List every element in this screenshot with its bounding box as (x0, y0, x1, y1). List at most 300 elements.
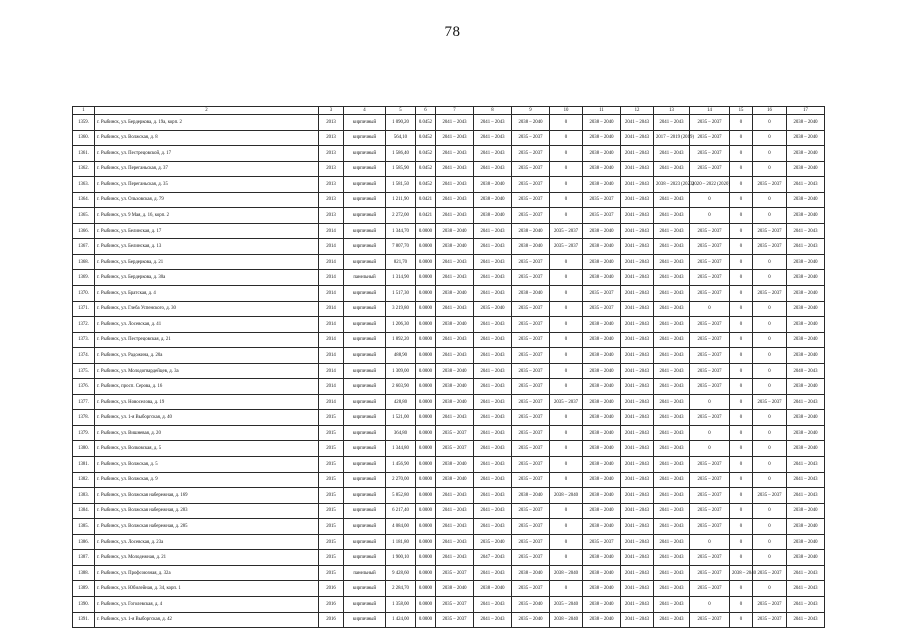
table-cell: 6 217,40 (386, 503, 416, 519)
table-cell: 0 (550, 332, 583, 348)
table-cell: 0 (730, 488, 753, 504)
table-cell: кирпичный (344, 379, 386, 395)
table-cell: 2035 – 2037 (690, 332, 730, 348)
table-cell: 0.0000 (416, 534, 436, 550)
table-cell: 2038 – 2040 (474, 208, 512, 224)
table-cell: 2041 – 2043 (436, 270, 474, 286)
table-cell: 0 (550, 254, 583, 270)
table-cell: 0 (550, 301, 583, 317)
table-cell: 2013 (319, 115, 344, 131)
address-cell: г. Рыбинск, ул. Волжская, д. 5 (95, 457, 319, 473)
table-cell: кирпичный (344, 612, 386, 628)
table-cell: 2041 – 2043 (621, 488, 654, 504)
table-cell: 2035 – 2037 (583, 208, 621, 224)
table-cell: 1359. (73, 115, 95, 131)
table-cell: 2038 – 2040 (787, 146, 825, 162)
table-cell: 2041 – 2043 (436, 177, 474, 193)
table-row (73, 223, 825, 239)
table-cell: 1362. (73, 161, 95, 177)
table-cell: 0 (730, 379, 753, 395)
table-cell: 2035 – 2037 (550, 239, 583, 255)
table-cell: 0 (730, 223, 753, 239)
table-cell: кирпичный (344, 488, 386, 504)
table-cell: 2014 (319, 332, 344, 348)
table-cell: 2015 (319, 441, 344, 457)
table-cell: 2041 – 2043 (787, 565, 825, 581)
table-cell: 2038 – 2040 (436, 317, 474, 333)
table-cell: 0 (550, 130, 583, 146)
table-cell: 0.0421 (416, 192, 436, 208)
table-cell: кирпичный (344, 394, 386, 410)
table-cell: 0 (550, 519, 583, 535)
table-cell: 2014 (319, 363, 344, 379)
table-cell: кирпичный (344, 596, 386, 612)
column-number-cell: 1 (73, 107, 95, 115)
table-cell: 2041 – 2043 (654, 270, 690, 286)
table-cell: 2038 – 2040 (583, 596, 621, 612)
table-cell: кирпичный (344, 254, 386, 270)
table-cell: 0.0000 (416, 223, 436, 239)
table-cell: 0 (730, 394, 753, 410)
table-cell: 2038 – 2023 (2023) (654, 177, 690, 193)
table-cell: 2041 – 2043 (474, 612, 512, 628)
table-cell: 4 084,00 (386, 519, 416, 535)
table-cell: 2035 – 2037 (753, 286, 787, 302)
address-cell: г. Рыбинск, ул. Волжская, д. 9 (95, 472, 319, 488)
table-cell: 0 (753, 301, 787, 317)
table-cell: кирпичный (344, 130, 386, 146)
table-cell: 2015 (319, 534, 344, 550)
table-cell: 2035 – 2037 (583, 301, 621, 317)
table-cell: 0 (753, 550, 787, 566)
column-number-cell: 17 (787, 107, 825, 115)
table-cell: 0.0000 (416, 612, 436, 628)
table-cell: 2041 – 2043 (474, 425, 512, 441)
table-cell: 2041 – 2043 (436, 348, 474, 364)
table-cell: 0.0000 (416, 239, 436, 255)
table-cell: 2041 – 2043 (621, 301, 654, 317)
table-cell: 2041 – 2043 (654, 192, 690, 208)
table-cell: 2035 – 2037 (512, 394, 550, 410)
table-cell: 2038 – 2040 (583, 332, 621, 348)
table-cell: 2041 – 2043 (654, 472, 690, 488)
table-cell: 0 (550, 472, 583, 488)
table-cell: 2041 – 2043 (436, 550, 474, 566)
table-cell: 2035 – 2037 (690, 223, 730, 239)
table-cell: 2 272,00 (386, 208, 416, 224)
table-cell: 0 (753, 410, 787, 426)
column-number-cell: 10 (550, 107, 583, 115)
table-cell: 2041 – 2043 (474, 363, 512, 379)
table-cell: 821,70 (386, 254, 416, 270)
table-cell: 2038 – 2040 (583, 223, 621, 239)
table-cell: 0 (550, 177, 583, 193)
table-cell: 1361. (73, 146, 95, 162)
table-cell: панельный (344, 565, 386, 581)
table-cell: 2016 (319, 581, 344, 597)
table-cell: 2041 – 2043 (654, 254, 690, 270)
table-cell: 1376. (73, 379, 95, 395)
table-cell: 1377. (73, 394, 95, 410)
table-cell: 2035 – 2037 (436, 565, 474, 581)
table-cell: 2035 – 2040 (474, 534, 512, 550)
table-cell: 2 603,90 (386, 379, 416, 395)
table-cell: 0.0000 (416, 550, 436, 566)
table-cell: 2038 – 2040 (583, 161, 621, 177)
table-cell: 0 (690, 534, 730, 550)
table-cell: 2014 (319, 379, 344, 395)
table-cell: 0 (730, 534, 753, 550)
table-cell: 2035 – 2037 (753, 394, 787, 410)
table-cell: 3 219,80 (386, 301, 416, 317)
address-cell: г. Рыбинск, ул. Белинская, д. 17 (95, 223, 319, 239)
table-cell: 2035 – 2037 (690, 115, 730, 131)
table-cell: 0 (730, 192, 753, 208)
table-cell: 2041 – 2043 (474, 239, 512, 255)
table-cell: 2035 – 2037 (753, 488, 787, 504)
address-cell: г. Рыбинск, ул. Молодежная, д. 21 (95, 550, 319, 566)
table-cell: 2015 (319, 503, 344, 519)
table-cell: 2038 – 2040 (787, 348, 825, 364)
table-cell: 1 211,90 (386, 192, 416, 208)
address-cell: г. Рыбинск, ул. Пестрецовская, д. 21 (95, 332, 319, 348)
table-cell: 2038 – 2040 (787, 410, 825, 426)
table-cell: 2041 – 2043 (654, 301, 690, 317)
table-cell: 0 (550, 534, 583, 550)
table-cell: 2041 – 2043 (474, 332, 512, 348)
table-cell: 2041 – 2043 (654, 488, 690, 504)
table-cell: 2038 – 2040 (512, 223, 550, 239)
table-cell: 1 521,00 (386, 410, 416, 426)
table-cell: 1378. (73, 410, 95, 426)
table-cell: 2041 – 2043 (654, 457, 690, 473)
address-cell: г. Рыбинск, ул. Белинская, д. 13 (95, 239, 319, 255)
table-cell: кирпичный (344, 317, 386, 333)
table-cell: 1 456,90 (386, 457, 416, 473)
table-cell: 2041 – 2043 (436, 410, 474, 426)
table-cell: 2014 (319, 254, 344, 270)
table-cell: 488,90 (386, 348, 416, 364)
table-cell: 2038 – 2040 (583, 177, 621, 193)
table-cell: 2041 – 2043 (787, 488, 825, 504)
table-cell: 0 (550, 348, 583, 364)
table-cell: 2035 – 2037 (512, 332, 550, 348)
table-cell: 2038 – 2040 (436, 457, 474, 473)
table-cell: 1382. (73, 472, 95, 488)
address-cell: г. Рыбинск, ул. Волжская набережная, д. 283 (95, 503, 319, 519)
address-cell: г. Рыбинск, ул. 9 Мая, д. 16, корп. 2 (95, 208, 319, 224)
table-cell: 2041 – 2043 (436, 534, 474, 550)
table-cell: 428,80 (386, 394, 416, 410)
table-cell: 2041 – 2043 (474, 286, 512, 302)
table-cell: 2035 – 2037 (512, 581, 550, 597)
table-cell: 2038 – 2040 (787, 425, 825, 441)
table-cell: 0 (753, 441, 787, 457)
table-cell: 2038 – 2040 (512, 488, 550, 504)
table-cell: 1384. (73, 503, 95, 519)
table-cell: 2035 – 2037 (690, 146, 730, 162)
table-cell: 0 (730, 286, 753, 302)
table-row (73, 317, 825, 333)
table-cell: 0 (753, 208, 787, 224)
table-cell: 0.0000 (416, 301, 436, 317)
table-cell: 0.0452 (416, 161, 436, 177)
table-cell: 2035 – 2037 (690, 565, 730, 581)
table-cell: 2038 – 2040 (583, 472, 621, 488)
table-row (73, 239, 825, 255)
table-cell: 2035 – 2037 (690, 130, 730, 146)
table-cell: 2035 – 2037 (690, 472, 730, 488)
table-cell: 0 (690, 394, 730, 410)
table-cell: 2038 – 2040 (583, 239, 621, 255)
column-number-cell: 13 (654, 107, 690, 115)
table-cell: 1380. (73, 441, 95, 457)
table-cell: 1 314,90 (386, 270, 416, 286)
table-cell: 1373. (73, 332, 95, 348)
table-cell: 1 358,00 (386, 596, 416, 612)
table-cell: 0 (550, 286, 583, 302)
table-cell: 2035 – 2040 (512, 596, 550, 612)
table-cell: 2035 – 2037 (512, 177, 550, 193)
table-cell: 2041 – 2043 (654, 581, 690, 597)
table-cell: 2041 – 2043 (474, 223, 512, 239)
column-number-cell: 7 (436, 107, 474, 115)
table-cell: 0.0000 (416, 317, 436, 333)
table-cell: 0.0000 (416, 519, 436, 535)
table-cell: кирпичный (344, 301, 386, 317)
table-row (73, 457, 825, 473)
table-cell: 2041 – 2043 (474, 254, 512, 270)
table-cell: 5 852,80 (386, 488, 416, 504)
table-row (73, 270, 825, 286)
table-cell: 2041 – 2043 (474, 488, 512, 504)
table-cell: 2038 – 2040 (787, 534, 825, 550)
table-cell: 1379. (73, 425, 95, 441)
address-cell: г. Рыбинск, ул. Волжская, д. 8 (95, 130, 319, 146)
table-cell: 1 090,20 (386, 115, 416, 131)
table-cell: панельный (344, 270, 386, 286)
table-cell: 2016 (319, 612, 344, 628)
table-cell: 2041 – 2043 (654, 425, 690, 441)
table-cell: 2041 – 2043 (654, 332, 690, 348)
table-cell: 2035 – 2040 (512, 612, 550, 628)
table-cell: 2041 – 2043 (474, 503, 512, 519)
table-cell: 0 (753, 363, 787, 379)
table-cell: 2041 – 2043 (654, 379, 690, 395)
table-cell: 564,10 (386, 130, 416, 146)
table-cell: 2038 – 2040 (583, 425, 621, 441)
table-cell: 7 807,70 (386, 239, 416, 255)
table-cell: 2041 – 2043 (621, 534, 654, 550)
table-cell: 1375. (73, 363, 95, 379)
table-cell: 2035 – 2037 (753, 612, 787, 628)
table-cell: 1391. (73, 612, 95, 628)
table-row (73, 596, 825, 612)
address-cell: г. Рыбинск, ул. Лосевская, д. 41 (95, 317, 319, 333)
table-cell: 2041 – 2043 (474, 519, 512, 535)
table-cell: 0.0000 (416, 457, 436, 473)
table-cell: 1363. (73, 177, 95, 193)
table-cell: 2035 – 2037 (690, 379, 730, 395)
table-row (73, 379, 825, 395)
table-cell: 2041 – 2043 (621, 425, 654, 441)
table-cell: 0 (753, 519, 787, 535)
table-cell: 2038 – 2040 (787, 503, 825, 519)
table-cell: 0 (730, 208, 753, 224)
table-cell: 1 309,00 (386, 363, 416, 379)
table-cell: 1388. (73, 565, 95, 581)
table-cell: 0 (730, 301, 753, 317)
table-cell: 2041 – 2043 (787, 177, 825, 193)
table-row (73, 519, 825, 535)
table-cell: 2038 – 2040 (583, 363, 621, 379)
table-row (73, 130, 825, 146)
table-cell: 0 (753, 581, 787, 597)
table-cell: 2035 – 2037 (550, 394, 583, 410)
table-cell: 2041 – 2043 (621, 239, 654, 255)
table-cell: 0 (730, 177, 753, 193)
address-cell: г. Рыбинск, ул. Бердеркова, д. 19а, корп. 2 (95, 115, 319, 131)
table-cell: 2041 – 2043 (436, 161, 474, 177)
table-cell: 2041 – 2043 (621, 596, 654, 612)
table-cell: 1383. (73, 488, 95, 504)
table-cell: 2041 – 2043 (654, 441, 690, 457)
table-cell: 2041 – 2043 (654, 565, 690, 581)
table-cell: 2041 – 2043 (621, 254, 654, 270)
table-cell: 2035 – 2037 (512, 534, 550, 550)
table-cell: 0.0000 (416, 270, 436, 286)
table-cell: 0 (730, 519, 753, 535)
table-cell: 2041 – 2043 (654, 115, 690, 131)
table-cell: 2035 – 2037 (512, 379, 550, 395)
address-cell: г. Рыбинск, ул. Переганьская, д. 37 (95, 161, 319, 177)
table-cell: 0 (753, 254, 787, 270)
table-cell: 2041 – 2043 (474, 130, 512, 146)
table-cell: 0 (690, 425, 730, 441)
table-cell: 2015 (319, 457, 344, 473)
table-cell: кирпичный (344, 410, 386, 426)
table-row (73, 503, 825, 519)
table-cell: 0.0000 (416, 596, 436, 612)
table-cell: 2038 – 2040 (583, 612, 621, 628)
table-cell: 2041 – 2043 (621, 565, 654, 581)
table-cell: 2041 – 2043 (621, 223, 654, 239)
table-cell: 2035 – 2037 (753, 565, 787, 581)
table-cell: 1386. (73, 534, 95, 550)
column-number-cell: 5 (386, 107, 416, 115)
table-cell: 2035 – 2037 (690, 348, 730, 364)
table-cell: 2041 – 2043 (654, 363, 690, 379)
table-cell: 0.0452 (416, 146, 436, 162)
address-cell: г. Рыбинск, ул. Бердеркова, д. 30а (95, 270, 319, 286)
table-cell: 2038 – 2040 (787, 379, 825, 395)
table-cell: 2015 (319, 488, 344, 504)
table-row (73, 425, 825, 441)
table-cell: 2035 – 2037 (512, 301, 550, 317)
table-row (73, 410, 825, 426)
table-cell: 2035 – 2037 (512, 348, 550, 364)
table-cell: 2041 – 2043 (787, 472, 825, 488)
column-number-cell: 2 (95, 107, 319, 115)
table-cell: 0 (730, 146, 753, 162)
table-cell: 2035 – 2037 (550, 223, 583, 239)
table-cell: 2041 – 2043 (621, 130, 654, 146)
table-cell: 2038 – 2040 (436, 472, 474, 488)
table-cell: 2035 – 2037 (753, 596, 787, 612)
table-cell: кирпичный (344, 286, 386, 302)
table-cell: кирпичный (344, 441, 386, 457)
table-cell: 2041 – 2043 (621, 270, 654, 286)
table-cell: 0 (730, 348, 753, 364)
table-cell: 2041 – 2043 (654, 161, 690, 177)
table-cell: 2035 – 2040 (550, 596, 583, 612)
address-cell: г. Рыбинск, ул. Братская, д. 4 (95, 286, 319, 302)
table-cell: 2041 – 2043 (621, 332, 654, 348)
table-cell: 2035 – 2037 (512, 363, 550, 379)
table-cell: 2013 (319, 177, 344, 193)
table-cell: 2041 – 2043 (654, 317, 690, 333)
table-cell: 2015 (319, 410, 344, 426)
table-cell: 2038 – 2040 (730, 565, 753, 581)
table-cell: 2038 – 2040 (583, 581, 621, 597)
table-row (73, 394, 825, 410)
table-cell: 0 (730, 363, 753, 379)
table-cell: кирпичный (344, 457, 386, 473)
table-cell: 1 344,70 (386, 223, 416, 239)
table-cell: 364,80 (386, 425, 416, 441)
column-number-cell: 12 (621, 107, 654, 115)
table-cell: 2038 – 2040 (436, 581, 474, 597)
table-cell: 0 (753, 115, 787, 131)
table-cell: 2040 – 2043 (787, 363, 825, 379)
table-cell: 2038 – 2040 (787, 519, 825, 535)
table-cell: 2041 – 2043 (621, 472, 654, 488)
table-cell: 2041 – 2043 (474, 457, 512, 473)
table-cell: 2041 – 2043 (436, 254, 474, 270)
table-cell: 2035 – 2037 (512, 130, 550, 146)
table-cell: 2038 – 2040 (436, 379, 474, 395)
table-cell: 0 (753, 192, 787, 208)
table-cell: 2035 – 2037 (690, 161, 730, 177)
table-cell: 2041 – 2043 (621, 441, 654, 457)
table-cell: 2035 – 2037 (512, 503, 550, 519)
table-cell: 2035 – 2037 (512, 410, 550, 426)
table-cell: 2014 (319, 286, 344, 302)
table-cell: кирпичный (344, 534, 386, 550)
table-cell: 2041 – 2043 (436, 332, 474, 348)
table-cell: 2041 – 2043 (474, 317, 512, 333)
table-cell: 0 (550, 410, 583, 426)
table-cell: 2041 – 2043 (654, 223, 690, 239)
table-cell: 2038 – 2040 (583, 519, 621, 535)
table-cell: 2 284,70 (386, 581, 416, 597)
table-cell: 2038 – 2040 (583, 565, 621, 581)
table-cell: 2038 – 2040 (512, 115, 550, 131)
table-cell: 2038 – 2040 (550, 612, 583, 628)
table-cell: 2041 – 2043 (787, 457, 825, 473)
table-cell: 1385. (73, 519, 95, 535)
table-row (73, 208, 825, 224)
table-cell: 2041 – 2043 (787, 394, 825, 410)
table-cell: 1372. (73, 317, 95, 333)
table-cell: 2035 – 2037 (690, 410, 730, 426)
table-cell: 2038 – 2040 (787, 286, 825, 302)
column-number-cell: 3 (319, 107, 344, 115)
table-cell: кирпичный (344, 550, 386, 566)
address-cell: г. Рыбинск, ул. Гоголевская, д. 4 (95, 596, 319, 612)
table-cell: 2035 – 2037 (583, 286, 621, 302)
table-cell: 2041 – 2043 (621, 519, 654, 535)
